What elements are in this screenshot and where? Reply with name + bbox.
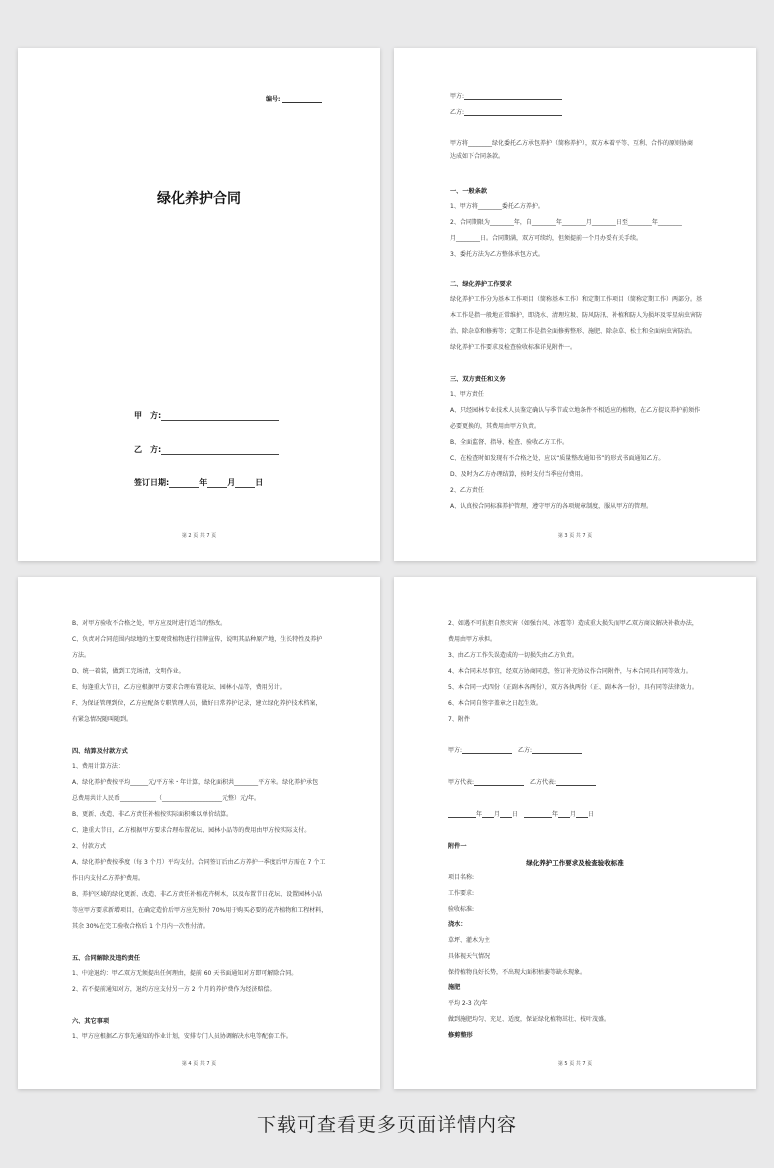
intro-text: 达成如下合同条款。 bbox=[450, 153, 505, 160]
rep-party-a: 甲方代表: bbox=[448, 779, 475, 786]
clause-text: 有紧急情况随叫随到。 bbox=[72, 716, 133, 723]
party-b-row bbox=[134, 444, 279, 455]
clause-text: 绿化养护工作分为基本工作项目（简称基本工作）和定期工作项目（简称定期工作）两部分。基 bbox=[450, 296, 703, 303]
intro-text: 甲方将________绿化委托乙方承包养护（简称养护），双方本着平等、互利、合作的原则协商 bbox=[450, 140, 694, 147]
sign-date-row bbox=[134, 477, 263, 488]
section-heading: 二、绿化养护工作要求 bbox=[450, 281, 512, 288]
document-page-2 bbox=[394, 48, 756, 561]
clause-text: 1、甲方应根据乙方事先通知的作业计划，安排专门人员协调解决水电等配套工作。 bbox=[72, 1033, 292, 1040]
signature-row bbox=[448, 747, 582, 754]
annex-subheading: 修剪整形 bbox=[448, 1032, 473, 1039]
clause-text: B、更新、改造、非乙方责任补植按实际面积乘以单价结算。 bbox=[72, 811, 233, 818]
clause-text: F、为保证管理到位，乙方应配备专职管理人员，做好日常养护记录，建立绿化养护技术档案， bbox=[72, 700, 322, 707]
document-page-cover bbox=[18, 48, 380, 561]
clause-text: 1、中途退约：甲乙双方无须提出任何理由，提前 60 天书面通知对方即可解除合同。 bbox=[72, 970, 298, 977]
clause-text: 2、合同期限为________年，自________年________月________日至________年________ bbox=[450, 219, 682, 226]
clause-text: B、全面监督、指导、检查、验收乙方工作。 bbox=[450, 439, 569, 446]
clause-text: 必要更换的，其费用由甲方负责。 bbox=[450, 423, 541, 430]
contract-title: 绿化养护合同 bbox=[157, 191, 241, 207]
clause-text: 其余 30%在完工验收合格后 1 个月内一次性付清。 bbox=[72, 923, 209, 930]
clause-text: 2、如遇不可抗拒自然灾害（如强台风、冰雹等）造成重大损失而甲乙双方商议解决补救办法， bbox=[448, 620, 698, 627]
clause-text: B、养护区域的绿化更新、改造、非乙方责任补植花卉树木，以及布置节日花坛、设置园林小品 bbox=[72, 891, 323, 898]
clause-text: A、认真按合同标准养护管理，遵守甲方的各项规章制度，服从甲方的管理。 bbox=[450, 503, 653, 510]
party-a-row bbox=[134, 410, 279, 421]
clause-text: 绿化养护工作要求及检查验收标准详见附件一。 bbox=[450, 344, 577, 351]
signature-party-a: 甲方: bbox=[448, 747, 463, 754]
clause-text: 2、乙方责任 bbox=[450, 487, 484, 494]
annex-field: 工作要求: bbox=[448, 890, 475, 897]
annex-label: 附件一 bbox=[448, 843, 467, 850]
party-b-blank bbox=[161, 446, 279, 455]
party-b-label: 乙 方: bbox=[134, 445, 162, 454]
section-heading: 四、结算及付款方式 bbox=[72, 748, 128, 755]
clause-text: 3、由乙方工作失误造成的一切损失由乙方负责。 bbox=[448, 652, 578, 659]
clause-text: 1、甲方将________委托乙方养护。 bbox=[450, 203, 544, 210]
annex-field: 项目名称: bbox=[448, 874, 475, 881]
clause-text: B、对甲方验收不合格之处，甲方应及时进行适当的整改。 bbox=[72, 620, 227, 627]
clause-text: 2、付款方式 bbox=[72, 843, 106, 850]
clause-text: 2、若不提前通知对方，退约方应支付另一方 2 个月的养护费作为经济赔偿。 bbox=[72, 986, 276, 993]
annex-title: 绿化养护工作要求及检查验收标准 bbox=[526, 859, 624, 867]
clause-text: 治、除杂草和修剪等；定期工作是指全面修剪整形、施肥、除杂草、松土和全面病虫害防治。 bbox=[450, 328, 697, 335]
clause-text: C、在检查时如发现有不合格之处，应以“质量整改通知书”的形式书面通知乙方。 bbox=[450, 455, 665, 462]
party-a-label: 甲 方: bbox=[134, 411, 162, 420]
annex-text: 做到施肥均匀、充足、适度，保证绿化植物茁壮、枝叶茂盛。 bbox=[448, 1016, 611, 1023]
clause-text: 等应甲方要求新增项目，在确定造价后甲方应先预付 70%用于购买必要的花卉植物和工程材料， bbox=[72, 907, 328, 914]
clause-text: 7、附件 bbox=[448, 716, 470, 723]
serial-label: 编号: bbox=[266, 96, 281, 103]
date-row: 年 月 日 年 月 日 bbox=[448, 811, 594, 818]
party-a-line: 甲方: bbox=[450, 93, 562, 100]
page-footer: 第 5 页 共 7 页 bbox=[557, 1061, 593, 1067]
clause-text: A、绿化养护费按季度（每 3 个月）平均支付。合同签订后由乙方养护一季度后甲方需在 7 个工 bbox=[72, 859, 326, 866]
clause-text: A、只经园林专业技术人员鉴定确认与季节或立地条件不相适应的植物，在乙方提议养护前须作 bbox=[450, 407, 701, 414]
sign-date-label: 签订日期: bbox=[134, 478, 170, 487]
page-footer: 第 3 页 共 7 页 bbox=[557, 533, 593, 539]
signature-party-b: 乙方: bbox=[517, 747, 532, 754]
clause-text: 1、甲方责任 bbox=[450, 391, 484, 398]
clause-text: C、负责对合同范围内绿地的主要观赏植物进行挂牌宣传，说明其品种原产地，生长特性及养护 bbox=[72, 636, 323, 643]
annex-text: 具体视天气情况 bbox=[448, 953, 491, 960]
clause-text: D、统一着装，做到工完场清，文明作业。 bbox=[72, 668, 185, 675]
serial-number bbox=[266, 94, 322, 103]
clause-text: 方法。 bbox=[72, 652, 91, 659]
clause-text: 总费用共计人民币____________（____________________元整）元/年。 bbox=[72, 795, 261, 802]
representative-row bbox=[448, 779, 596, 786]
date-month: 月 bbox=[227, 478, 236, 487]
download-caption[interactable]: 下载可查看更多页面详情内容 bbox=[256, 1114, 517, 1136]
document-page-4 bbox=[394, 577, 756, 1089]
page-footer: 第 4 页 共 7 页 bbox=[181, 1061, 217, 1067]
clause-text: E、每逢重大节日，乙方应根据甲方要求合理布置花坛、园林小品等，费用另计。 bbox=[72, 684, 286, 691]
clause-text: 1、费用计算方法： bbox=[72, 763, 124, 770]
clause-text: A、绿化养护费按平均______元/平方米・年计算，绿化面积共________平方米。绿化养护承包 bbox=[72, 779, 319, 786]
party-a-blank bbox=[161, 412, 279, 421]
annex-subheading: 施肥 bbox=[448, 984, 461, 991]
clause-text: 作日内支付乙方养护费用。 bbox=[72, 875, 145, 882]
clause-text: 5、本合同一式四份（正副本各两份），双方各执两份（正、副本各一份），具有同等法律效力。 bbox=[448, 684, 698, 691]
annex-text: 草坪、灌木为主 bbox=[448, 937, 491, 944]
annex-field: 验收标准: bbox=[448, 906, 475, 913]
clause-text: 本工作是指一般地正常维护，即浇水、清理垃圾、防风防汛、补植和防人为损坏及零星病虫害防 bbox=[450, 312, 703, 319]
rep-party-b: 乙方代表: bbox=[529, 779, 556, 786]
date-year: 年 bbox=[199, 478, 208, 487]
date-day: 日 bbox=[255, 478, 264, 487]
clause-text: 月________日。合同期满，双方可续约，但须提前一个月办妥有关手续。 bbox=[450, 235, 643, 242]
serial-blank bbox=[282, 96, 322, 103]
section-heading: 一、一般条款 bbox=[450, 188, 488, 195]
clause-text: C、逢重大节日，乙方根据甲方要求合理布置花坛、园林小品等的费用由甲方按实际支付。 bbox=[72, 827, 311, 834]
clause-text: D、及时为乙方办理结算，按时支付当季应付费用。 bbox=[450, 471, 587, 478]
annex-subheading: 浇水： bbox=[448, 921, 467, 928]
clause-text: 费用由甲方承担。 bbox=[448, 636, 497, 643]
clause-text: 3、委托方法为乙方整体承包方式。 bbox=[450, 251, 544, 258]
party-b-line: 乙方: bbox=[450, 109, 562, 116]
section-heading: 五、合同解除及违约责任 bbox=[72, 955, 141, 962]
section-heading: 三、双方责任和义务 bbox=[450, 376, 506, 383]
section-heading: 六、其它事项 bbox=[72, 1018, 110, 1025]
page-footer: 第 2 页 共 7 页 bbox=[181, 533, 217, 539]
annex-text: 保持植物良好长势，不出现大面积枯萎等缺水现象。 bbox=[448, 969, 587, 976]
clause-text: 6、本合同自签字盖章之日起生效。 bbox=[448, 700, 542, 707]
annex-text: 平均 2-3 次/年 bbox=[448, 1000, 488, 1007]
clause-text: 4、本合同未尽事宜，经双方协商同意，签订补充协议作合同附件，与本合同具有同等效力。 bbox=[448, 668, 692, 675]
document-page-3 bbox=[18, 577, 380, 1089]
